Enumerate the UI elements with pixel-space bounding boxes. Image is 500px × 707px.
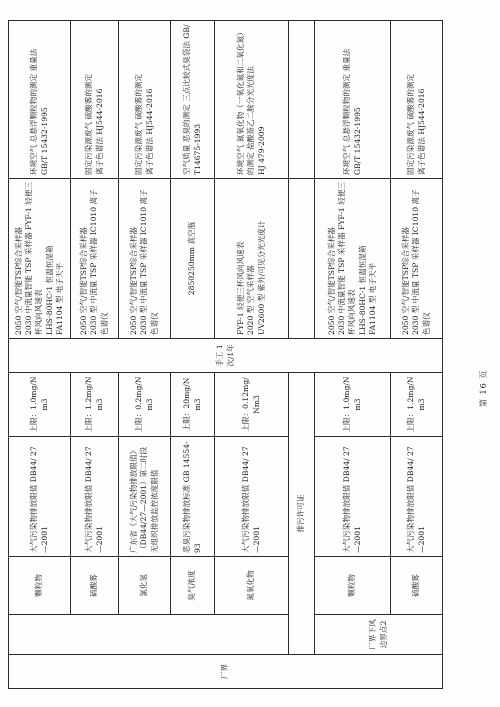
- instrument-cell: 2050 空气/智能TSP综合采样器 2030 型 中流量 TSP 采样器 IC1010 离子色谱仪: [71, 179, 119, 339]
- point-cell: [9, 615, 289, 655]
- blank-cell: [289, 179, 315, 339]
- instrument-cell: 2050 空气/智能TSP综合采样器 2030 型 中流量 TSP 采样器 IC1010 离子色谱仪: [391, 179, 443, 339]
- item-cell: 氮氧化物: [215, 557, 289, 615]
- limit-cell: 上限：1.2mg/Nm3: [71, 373, 119, 437]
- blank-cell: [289, 21, 315, 179]
- instrument-cell: 2050 空气/智能TSP综合采样器 2030 型 中流量 TSP 采样器 IC1010 离子色谱仪: [119, 179, 171, 339]
- table-row: [9, 21, 71, 689]
- page-number: 第 16 页: [479, 369, 488, 407]
- method-cell: 固定污染源废气 硫酸雾的测定 离子色谱法 HJ544-2016: [391, 21, 443, 179]
- standard-cell: 大气污染物排放限值 DB44/ 27—2001: [315, 437, 391, 557]
- instrument-cell: 2050 空气/智能TSP综合采样器 2030 中流量智能 TSP 采样器 FYF-1 轻便三杯风向风速表 LHS-80HC-1 恒温恒湿箱 FA1104 型 电子天平: [9, 179, 71, 339]
- item-cell: 颗粒物: [9, 557, 71, 615]
- standard-cell: 大气污染物排放限值 DB44/ 27—2001: [391, 437, 443, 557]
- method-cell: 环境空气 氮氧化物（一氧化氮和二氧化氮）的测定 盐酸萘乙二胺分光光度法 HJ 479-2009: [215, 21, 289, 179]
- monitoring-table: [8, 20, 443, 689]
- limit-cell: 上限：0.12mg/Nm3: [215, 373, 289, 437]
- item-cell: 颗粒物: [315, 557, 391, 615]
- method-cell: 环境空气 总悬浮颗粒物的测定 重量法 GB/T 15432-1995: [9, 21, 71, 179]
- limit-cell: 上限：1.0mg/Nm3: [315, 373, 391, 437]
- method-cell: 固定污染源废气 硫酸雾的测定 离子色谱法 HJ544-2016: [71, 21, 119, 179]
- method-cell: 环境空气 总悬浮颗粒物的测定 重量法 GB/T 15432-1995: [315, 21, 391, 179]
- item-cell: 硫酸雾: [71, 557, 119, 615]
- item-cell: 臭气浓度: [171, 557, 215, 615]
- frequency-cell: 手工 1次/1年: [9, 339, 443, 373]
- method-cell: 空气质量 恶臭的测定 三点比较式臭袋法 GB/T14675-1993: [171, 21, 215, 179]
- group-cell: 厂界: [9, 655, 443, 689]
- standard-cell: 大气污染物排放限值 DB44/ 27—2001: [9, 437, 71, 557]
- standard-cell: 大气污染物排放限值 DB44/ 27—2001: [215, 437, 289, 557]
- instrument-cell: FYF-1 轻便三杯风向风速表 2020 型 空气采样器 UV2600 型 紫外/可见分光光度计: [215, 179, 289, 339]
- limit-cell: 上限：1.2mg/Nm3: [391, 373, 443, 437]
- point-cell: 厂界下风边界点2: [315, 615, 443, 655]
- limit-cell: 上限：20mg/Nm3: [171, 373, 215, 437]
- limit-cell: 上限：1.0mg/Nm3: [9, 373, 71, 437]
- standard-cell: 恶臭污染物排放标准 GB 14554-93: [171, 437, 215, 557]
- limit-cell: 上限：0.2mg/Nm3: [119, 373, 171, 437]
- method-cell: 固定污染源废气 硫酸雾的测定 离子色谱法 HJ544-2016: [119, 21, 171, 179]
- instrument-cell: 2850250mm 真空瓶: [171, 179, 215, 339]
- standard-cell: 广东省《大气污染物排放限值》（DB44/27—2001）第二时段无组织排放监控浓度限值: [119, 437, 171, 557]
- standard-cell: 大气污染物排放限值 DB44/ 27—2001: [71, 437, 119, 557]
- instrument-cell: 2050 空气/智能TSP综合采样器 2030 中流量智能 TSP 采样器 FYF-1 轻便三杯风向风速表 LHS-80HC-1 恒温恒湿箱 FA1104 型 电子天平: [315, 179, 391, 339]
- item-cell: 氯化氢: [119, 557, 171, 615]
- item-cell: 硫酸雾: [391, 557, 443, 615]
- license-cell: 排污许可证: [289, 373, 315, 655]
